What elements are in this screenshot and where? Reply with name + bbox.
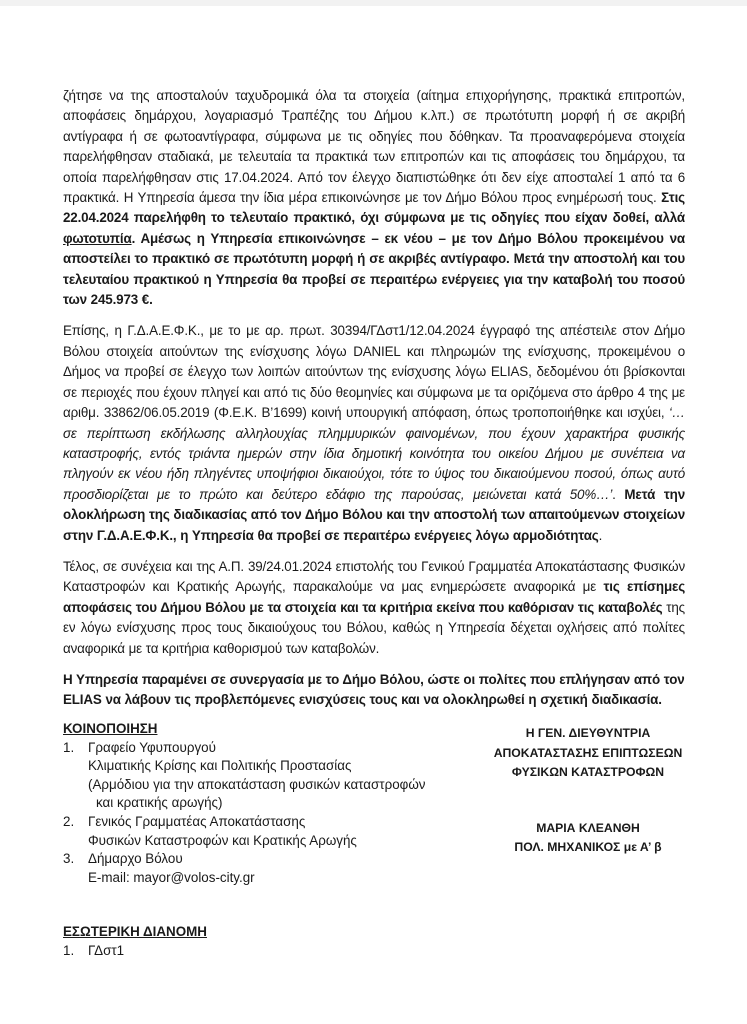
item-number: 2. (63, 813, 75, 829)
paragraph-3 (63, 557, 685, 659)
item-line: Γενικός Γραμματέας Αποκατάστασης (88, 813, 306, 829)
p2-quote: ‘…σε περίπτωση εκδήλωσης αλληλουχίας πλημμυρικών φαινομένων, που έχουν χαρακτήρα φυσικής καταστροφής, εντός τριάντα ημερών στην ίδια δημοτική κοινότητα του οικείου Δήμου με συνέπεια να πληγούν εκ νέου ήδη πληγέντες υποψήφιοι δικαιούχοι, τότε το ύψος του δικαιούμενου ποσού, όπως αυτό προσδιορίζεται με το πρώτο και δεύτερο εδάφιο της παρούσας, μειώνεται κατά 50%…’ (63, 405, 685, 502)
signature-title-line: ΦΥΣΙΚΩΝ ΚΑΤΑΣΤΡΟΦΩΝ (511, 765, 665, 779)
item-line: Δήμαρχο Βόλου (88, 851, 183, 867)
p1-underlined-text: φωτοτυπία (63, 230, 132, 246)
item-line: Φυσικών Καταστροφών και Κρατικής Αρωγής (88, 832, 357, 848)
document-body (63, 86, 685, 722)
p3-text-2: της εν λόγω ενίσχυσης προς τους δικαιούχους του Βόλου, καθώς η Υπηρεσία δέχεται οχλήσεις από πολίτες αναφορικά με τα κριτήρια καθορισμού των καταβολών. (63, 599, 685, 656)
item-line: Γραφείο Υφυπουργού (88, 739, 216, 755)
p1-bold-text: Στις 22.04.2024 παρελήφθη το τελευταίο πρακτικό, όχι σύμφωνα με τις οδηγίες που είχαν δοθεί, αλλά (63, 190, 685, 226)
p1-text: ζήτησε να της αποσταλούν ταχυδρομικά όλα τα στοιχεία (αίτημα επιχορήγησης, πρακτικά επιτροπών, αποφάσεις δημάρχου, λογαριασμό Τραπέζης του Δήμου κ.λπ.) σε πρωτότυπη μορφή ή σε ακριβή αντίγραφα ή σε φωτοαντίγραφα, σύμφωνα με τις οδηγίες που δόθηκαν. Τα προαναφερόμενα στοιχεία παρελήφθησαν σταδιακά, με τελευταία τα πρακτικά των επιτροπών και τις αποφάσεις του δημάρχου, τα οποία παρελήφθησαν στις 17.04.2024. Από τον έλεγχο διαπιστώθηκε ότι δεν είχε αποσταλεί 1 από τα 6 πρακτικά. Η Υπηρεσία άμεσα την ίδια μέρα επικοινώνησε με τον Δήμο Βόλου προς ενημέρωσή τους. (63, 88, 685, 206)
p2-text: Επίσης, η Γ.Δ.Α.Ε.Φ.Κ., με το με αρ. πρωτ. 30394/ΓΔστ1/12.04.2024 έγγραφό της απέστειλε στον Δήμο Βόλου στοιχεία αιτούντων της ενίσχυσης λόγω DANIEL και πληρωμών της ενίσχυσης, προκειμένου ο Δήμος να προβεί σε έλεγχο των λοιπών αιτούντων της ενίσχυσης λόγω ELIAS, δεδομένου ότι βρίσκονται σε περιοχές που έχουν πληγεί και από τις δύο θεομηνίες και σύμφωνα με τα οριζόμενα στο άρθρο 4 της με αριθμ. 33862/06.05.2019 (Φ.Ε.Κ. Β’1699) κοινή υπουργική απόφαση, όπως τροποποιήθηκε και ισχύει, (63, 323, 685, 421)
p4-bold-text: Η Υπηρεσία παραμένει σε συνεργασία με το Δήμο Βόλου, ώστε οι πολίτες που επλήγησαν από τον ELIAS να λάβουν τις προβλεπόμενες ενισχύσεις τους και να ολοκληρωθεί η σχετική διαδικασία. (63, 671, 685, 708)
paragraph-4 (63, 670, 685, 711)
item-line: Κλιματικής Κρίσης και Πολιτικής Προστασίας (88, 758, 352, 774)
item-line: (Αρμόδιου για την αποκατάσταση φυσικών καταστροφών (88, 776, 426, 792)
signature-title-line: Η ΓΕΝ. ΔΙΕΥΘΥΝΤΡΙΑ (525, 726, 651, 740)
item-number: 1. (63, 739, 75, 755)
signature-gap (483, 783, 693, 819)
notification-item-3 (63, 850, 443, 887)
paragraph-2 (63, 321, 685, 545)
signatory-position: ΠΟΛ. ΜΗΧΑΝΙΚΟΣ με Α’ β (514, 840, 662, 854)
item-number: 3. (63, 851, 75, 867)
top-strip (0, 0, 747, 6)
notification-item-1 (63, 739, 443, 813)
email-line: E-mail: mayor@volos-city.gr (88, 869, 255, 885)
p1-bold-text-2: . Αμέσως η Υπηρεσία επικοινώνησε – εκ νέου – με τον Δήμο Βόλου προκειμένου να αποστείλει το πρακτικό σε πρωτότυπη μορφή ή σε ακριβές αντίγραφο. Μετά την αποστολή και του τελευταίου πρακτικού η Υπηρεσία θα προβεί σε περαιτέρω ενέργειες για την καταβολή του ποσού των 245.973 €. (63, 230, 685, 308)
item-line: και κρατικής αρωγής) (96, 795, 223, 811)
internal-distribution-block (63, 923, 443, 960)
notification-block (63, 720, 443, 887)
p3-bold-text: τις επίσημες αποφάσεις του Δήμου Βόλου με τα στοιχεία και τα κριτήρια εκείνα που καθόρισαν τις καταβολές (63, 579, 686, 615)
signature-title-line: ΑΠΟΚΑΤΑΣΤΑΣΗΣ ΕΠΙΠΤΩΣΕΩΝ (493, 745, 683, 760)
notification-heading: ΚΟΙΝΟΠΟΙΗΣΗ (63, 721, 158, 736)
item-line: ΓΔστ1 (88, 942, 125, 958)
internal-distribution-heading: ΕΣΩΤΕΡΙΚΗ ΔΙΑΝΟΜΗ (63, 924, 207, 939)
p2-end: . (598, 527, 603, 543)
signature-block (483, 724, 693, 858)
p2-punct: . (612, 486, 625, 502)
notification-item-2 (63, 813, 443, 850)
signatory-name: ΜΑΡΙΑ ΚΛΕΑΝΘΗ (536, 820, 640, 835)
p2-bold-text: Μετά την ολοκλήρωση της διαδικασίας από τον Δήμο Βόλου και την αποστολή των απαιτούμενων στοιχείων στην Γ.Δ.Α.Ε.Φ.Κ., η Υπηρεσία θα προβεί σε περαιτέρω ενέργειες λόγω αρμοδιότητας (63, 486, 685, 543)
internal-distribution-item-1 (63, 942, 443, 961)
p3-text: Τέλος, σε συνέχεια και της Α.Π. 39/24.01.2024 επιστολής του Γενικού Γραμματέα Αποκατάστασης Φυσικών Καταστροφών και Κρατικής Αρωγής, παρακαλούμε να μας ενημερώσετε αναφορικά με (63, 558, 685, 595)
paragraph-1 (63, 86, 685, 310)
item-number: 1. (63, 942, 75, 958)
